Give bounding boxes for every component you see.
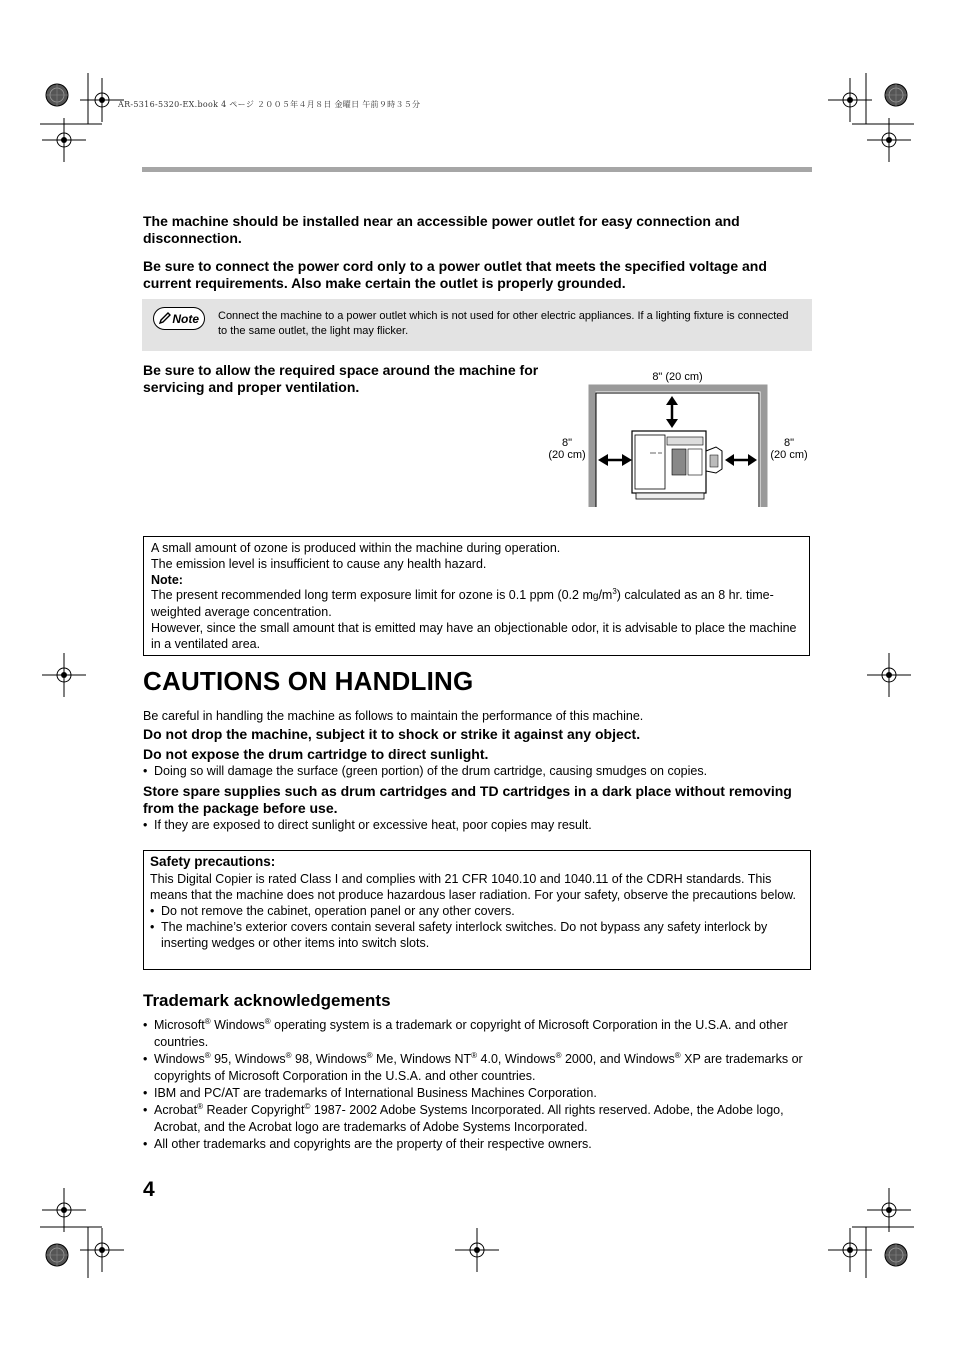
bullet-text: All other trademarks and copyrights are the property of their respective owners.: [154, 1137, 592, 1151]
tm-text: Acrobat: [154, 1103, 198, 1117]
bullet-dot: •: [143, 1018, 148, 1032]
tm-text: Windows: [154, 1052, 205, 1066]
tm-text: 98, Windows: [291, 1052, 367, 1066]
caution-rule-1: Do not drop the machine, subject it to shock or strike it against any object.: [143, 726, 641, 742]
top-clearance-label: 8" (20 cm): [652, 371, 703, 383]
ozone-line-1: A small amount of ozone is produced within the machine during operation.: [151, 541, 561, 555]
ozone-line-4: However, since the small amount that is emitted may have an objectionable odor, it is advisable to place the machine in a ventilated area.: [151, 620, 797, 651]
caution-rule-2: Do not expose the drum cartridge to direct sunlight.: [143, 746, 489, 762]
space-paragraph: Be sure to allow the required space around the machine for servicing and proper ventilation.: [143, 362, 539, 395]
safety-precautions-box: [143, 850, 811, 970]
tm-text: Microsoft: [154, 1018, 205, 1032]
bullet-text: The machine’s exterior covers contain several safety interlock switches. Do not bypass any safety interlock by inserting wedges or other items into switch slots.: [161, 920, 768, 950]
bullet-dot: •: [143, 1052, 148, 1066]
print-header: AR-5316-5320-EX.book 4 ページ ２００５年４月８日 金曜日 午前９時３５分: [118, 100, 421, 109]
left-clearance-cm: (20 cm): [548, 449, 586, 461]
ozone-line-2: The emission level is insufficient to cause any health hazard.: [151, 556, 487, 571]
install-paragraph-1: The machine should be installed near an accessible power outlet for easy connection and disconnection.: [143, 213, 740, 246]
registered-mark: ®: [471, 1050, 478, 1060]
registered-mark: ®: [674, 1050, 681, 1060]
copyright-mark: ©: [304, 1101, 311, 1111]
tm-text: 4.0, Windows: [477, 1052, 556, 1066]
pencil-icon: [158, 311, 172, 325]
top-rule: [142, 167, 812, 172]
trademark-item-others: [143, 1136, 811, 1153]
right-clearance-label: [766, 437, 812, 461]
registered-mark: ®: [366, 1050, 373, 1060]
note-label: Note: [172, 312, 199, 326]
ozone-g-unit: g: [592, 591, 599, 603]
tm-text: Reader Copyright: [203, 1103, 305, 1117]
right-clearance-cm: (20 cm): [770, 449, 808, 461]
ozone-line-3-post: ) calculated as an 8 hr. time-weighted average concentration.: [151, 588, 774, 620]
page-number: 4: [143, 1178, 155, 1201]
tm-text: Me, Windows NT: [372, 1052, 472, 1066]
tm-text: 2000, and Windows: [561, 1052, 675, 1066]
bullet-dot: •: [150, 920, 155, 934]
registered-mark: ®: [204, 1016, 211, 1026]
trademark-item-ibm: [143, 1085, 811, 1102]
bullet-dot: •: [143, 1137, 148, 1151]
ozone-notice-box: [143, 536, 810, 656]
tm-text: XP are trademarks or copyrights of Microsoft Corporation in the U.S.A. and other countries.: [154, 1052, 803, 1083]
bullet-text: IBM and PC/AT are trademarks of International Business Machines Corporation.: [154, 1086, 597, 1100]
bullet-text: [143, 1102, 811, 1135]
ozone-line-3: [151, 588, 802, 621]
bullet-dot: •: [143, 764, 148, 778]
note-text: Connect the machine to a power outlet which is not used for other electric appliances. If a lighting fixture is connected to the same outlet, the light may flicker.: [218, 310, 789, 337]
ozone-line-3-pre: The present recommended long term exposure limit for ozone is 0.1 ppm (0.2 m: [151, 588, 593, 603]
trademarks-title: Trademark acknowledgements: [143, 991, 391, 1010]
safety-title: Safety precautions:: [150, 854, 276, 869]
tm-text: Windows: [210, 1018, 265, 1032]
bullet-dot: •: [143, 818, 148, 832]
registered-mark: ®: [285, 1050, 292, 1060]
tm-text: 95, Windows: [210, 1052, 286, 1066]
install-paragraph-2: Be sure to connect the power cord only to a power outlet that meets the specified voltage and current requirements. Also make certain the outlet is properly grounded.: [143, 258, 767, 291]
caution-rule-3: Store spare supplies such as drum cartridges and TD cartridges in a dark place without removing from the package before use.: [143, 783, 792, 816]
safety-body: This Digital Copier is rated Class I and complies with 21 CFR 1040.10 and 1040.11 of the CDRH standards. This means that the machine does not produce hazardous laser radiation. For your safety, observe the precautions below.: [150, 872, 796, 902]
trademark-item-acrobat: [143, 1102, 811, 1135]
left-clearance-inches: 8": [561, 437, 573, 449]
registered-mark: ®: [197, 1101, 203, 1111]
left-clearance-label: [544, 437, 590, 461]
cautions-intro: Be careful in handling the machine as follows to maintain the performance of this machine.: [143, 709, 644, 723]
bullet-text: Do not remove the cabinet, operation panel or any other covers.: [161, 904, 515, 918]
registered-mark: ®: [555, 1050, 562, 1060]
bullet-dot: •: [143, 1086, 148, 1100]
bullet-text: If they are exposed to direct sunlight or excessive heat, poor copies may result.: [154, 818, 592, 832]
note-badge: [153, 307, 205, 330]
bullet-text: [143, 1051, 811, 1084]
caution-rule-3-bullet: [143, 817, 811, 834]
tm-text: operating system is a trademark or copyright of Microsoft Corporation in the U.S.A. and other countries.: [154, 1018, 788, 1049]
caution-rule-2-bullet: [143, 763, 811, 780]
registered-mark: ®: [264, 1016, 271, 1026]
trademark-item-windows: [143, 1051, 811, 1084]
cautions-title: CAUTIONS ON HANDLING: [143, 666, 474, 696]
note-box: [142, 299, 812, 351]
bullet-text: Doing so will damage the surface (green portion) of the drum cartridge, causing smudges on copies.: [154, 764, 708, 778]
tm-text: 1987- 2002 Adobe Systems Incorporated. All rights reserved. Adobe, the Adobe logo, Acrobat, and the Acrobat logo are trademarks of Adobe Systems Incorporated.: [154, 1103, 784, 1134]
safety-bullet-2: [150, 919, 804, 951]
registered-mark: ®: [204, 1050, 211, 1060]
clearance-diagram: [540, 365, 820, 510]
bullet-dot: •: [150, 904, 155, 918]
ozone-note-label: Note:: [151, 572, 183, 587]
safety-bullet-1: [150, 903, 804, 919]
ozone-cubic: 3: [612, 587, 617, 597]
right-clearance-inches: 8": [783, 437, 795, 449]
bullet-dot: •: [143, 1103, 148, 1117]
ozone-line-3-mid: /m: [598, 588, 613, 603]
bullet-text: [143, 1017, 811, 1050]
trademark-item-microsoft: [143, 1017, 811, 1050]
